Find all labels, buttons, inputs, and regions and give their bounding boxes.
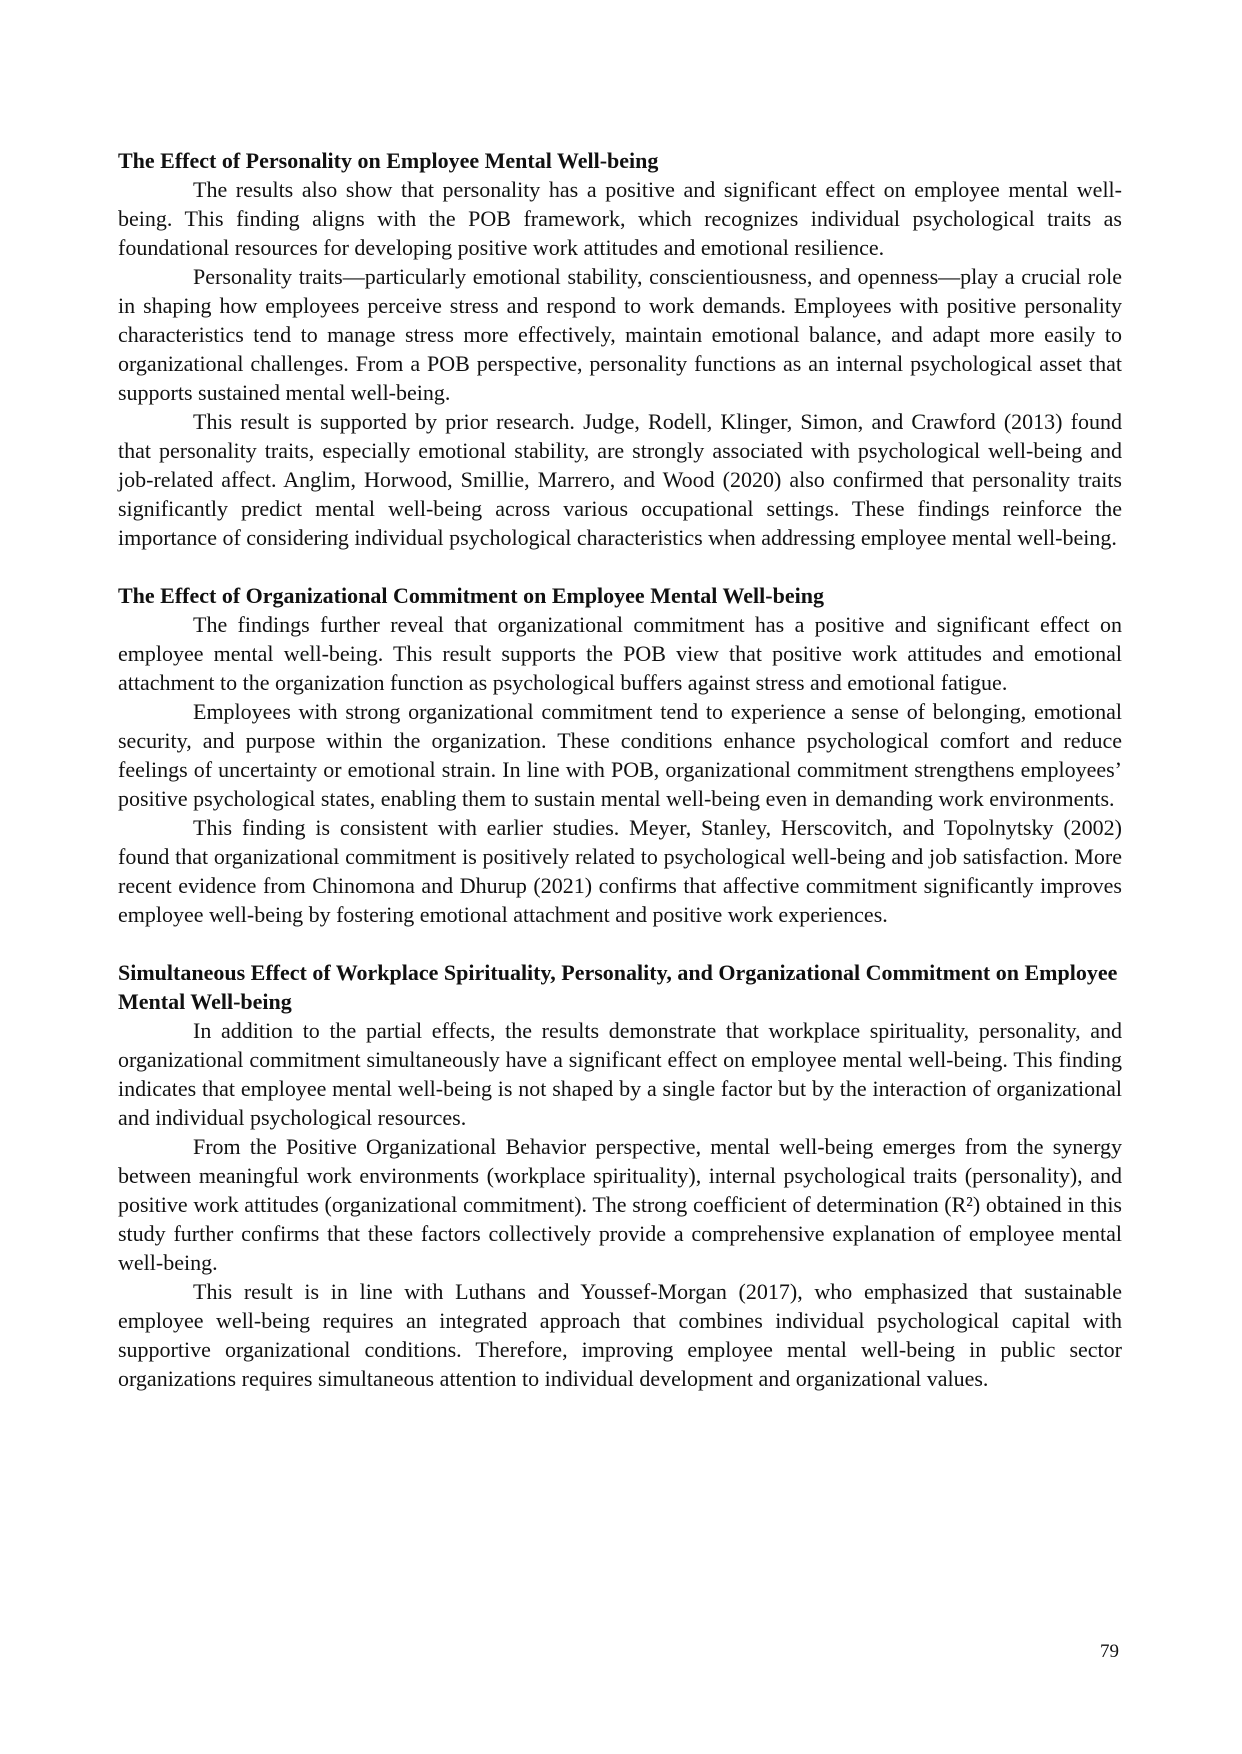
paragraph: This result is in line with Luthans and Youssef-Morgan (2017), who emphasized that sustainable employee well-being requires an integrated approach that combines individual psychological capital with supportive organizational conditions. Therefore, improving employee mental well-being in public sector organizations requires simultaneous attention to individual development and organizational values. xyxy=(118,1279,1122,1391)
page-number: 79 xyxy=(1100,1641,1119,1662)
section-simultaneous-effect xyxy=(118,958,1122,1393)
paragraph: Personality traits—particularly emotional stability, conscientiousness, and openness—play a crucial role in shaping how employees perceive stress and respond to work demands. Employees with positive personality characteristics tend to manage stress more effectively, maintain emotional balance, and adapt more easily to organizational challenges. From a POB perspective, personality functions as an internal psychological asset that supports sustained mental well-being. xyxy=(118,264,1122,405)
paragraph: The results also show that personality has a positive and significant effect on employee mental well-being. This finding aligns with the POB framework, which recognizes individual psychological traits as foundational resources for developing positive work attitudes and emotional resilience. xyxy=(118,177,1122,260)
paragraph: This result is supported by prior research. Judge, Rodell, Klinger, Simon, and Crawford (2013) found that personality traits, especially emotional stability, are strongly associated with psychological well-being and job-related affect. Anglim, Horwood, Smillie, Marrero, and Wood (2020) also confirmed that personality traits significantly predict mental well-being across various occupational settings. These findings reinforce the importance of considering individual psychological characteristics when addressing employee mental well-being. xyxy=(118,409,1122,550)
paragraph: The findings further reveal that organizational commitment has a positive and significant effect on employee mental well-being. This result supports the POB view that positive work attitudes and emotional attachment to the organization function as psychological buffers against stress and emotional fatigue. xyxy=(118,612,1122,695)
paragraph: In addition to the partial effects, the results demonstrate that workplace spirituality, personality, and organizational commitment simultaneously have a significant effect on employee mental well-being. This finding indicates that employee mental well-being is not shaped by a single factor but by the interaction of organizational and individual psychological resources. xyxy=(118,1018,1122,1130)
paragraph: Employees with strong organizational commitment tend to experience a sense of belonging, emotional security, and purpose within the organization. These conditions enhance psychological comfort and reduce feelings of uncertainty or emotional strain. In line with POB, organizational commitment strengthens employees’ positive psychological states, enabling them to sustain mental well-being even in demanding work environments. xyxy=(118,699,1122,811)
section-heading: The Effect of Organizational Commitment on Employee Mental Well-being xyxy=(118,583,824,608)
paragraph: From the Positive Organizational Behavior perspective, mental well-being emerges from the synergy between meaningful work environments (workplace spirituality), internal psychological traits (personality), and positive work attitudes (organizational commitment). The strong coefficient of determination (R²) obtained in this study further confirms that these factors collectively provide a comprehensive explanation of employee mental well-being. xyxy=(118,1134,1122,1275)
section-personality-effect xyxy=(118,146,1122,552)
section-heading: The Effect of Personality on Employee Mental Well-being xyxy=(118,148,659,173)
paragraph: This finding is consistent with earlier studies. Meyer, Stanley, Herscovitch, and Topolnytsky (2002) found that organizational commitment is positively related to psychological well-being and job satisfaction. More recent evidence from Chinomona and Dhurup (2021) confirms that affective commitment significantly improves employee well-being by fostering emotional attachment and positive work experiences. xyxy=(118,815,1122,927)
page-body xyxy=(118,146,1122,1393)
section-commitment-effect xyxy=(118,581,1122,929)
section-heading: Simultaneous Effect of Workplace Spirituality, Personality, and Organizational Commitment on Employee Mental Well-being xyxy=(118,960,1118,1014)
